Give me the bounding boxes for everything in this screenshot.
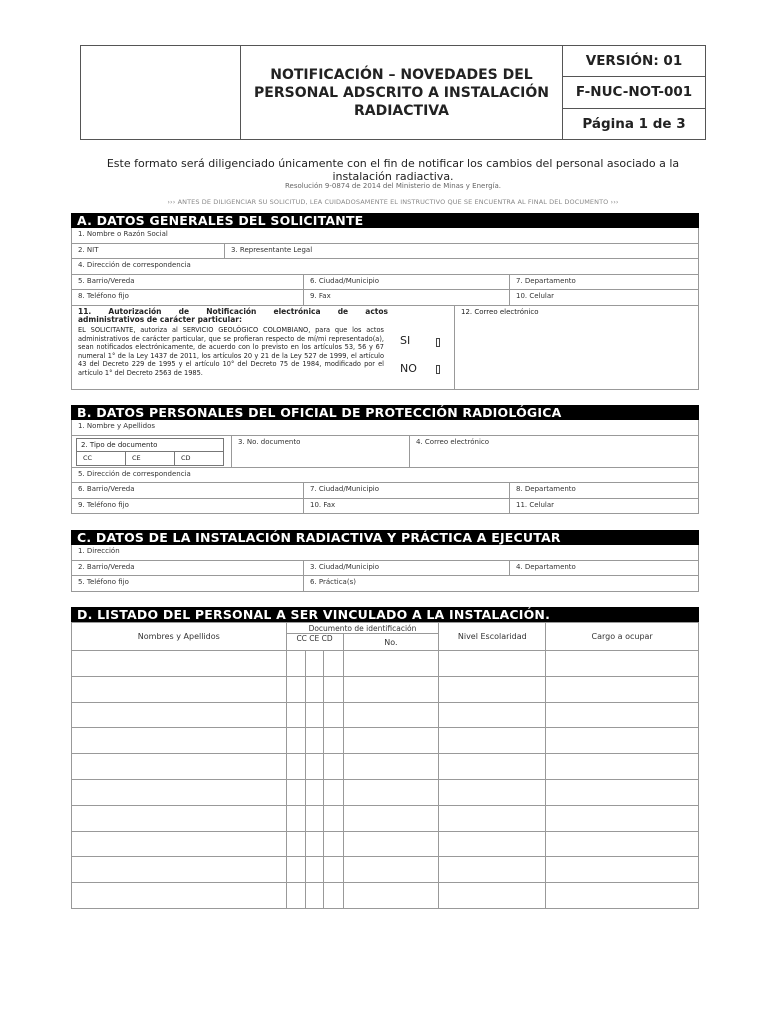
cell-level[interactable] (439, 676, 546, 702)
field-phone[interactable]: 8. Teléfono fijo (72, 290, 304, 305)
cell-cd[interactable] (323, 779, 343, 805)
cell-level[interactable] (439, 831, 546, 857)
cell-cc[interactable] (286, 754, 305, 780)
row-b3 (71, 468, 699, 484)
field-company-name[interactable]: 1. Nombre o Razón Social (78, 230, 168, 238)
cell-level[interactable] (439, 754, 546, 780)
cell-names[interactable] (72, 651, 287, 677)
field-nit[interactable]: 2. NIT (72, 244, 225, 259)
field-email-a[interactable]: 12. Correo electrónico (454, 306, 698, 389)
personnel-table (71, 622, 699, 909)
field-installation-department[interactable]: 4. Departamento (516, 562, 576, 571)
cell-level[interactable] (439, 883, 546, 909)
cell-cd[interactable] (323, 883, 343, 909)
cell-number[interactable] (343, 702, 439, 728)
row-c3 (71, 576, 699, 592)
section-c (71, 530, 699, 592)
cell-ce[interactable] (305, 754, 323, 780)
section-a (71, 213, 699, 390)
cell-ce[interactable] (305, 805, 323, 831)
doc-type-cd[interactable]: CD (181, 453, 191, 462)
option-yes-checkbox[interactable] (436, 338, 440, 347)
field-installation-address[interactable]: 1. Dirección (78, 547, 120, 555)
col-header-doc-types: CC CE CD (286, 634, 343, 651)
authorization-block (72, 306, 454, 389)
section-b (71, 405, 699, 514)
cell-cd[interactable] (323, 805, 343, 831)
section-d-title: D. LISTADO DEL PERSONAL A SER VINCULADO A LA INSTALACIÓN. (71, 607, 699, 622)
cell-names[interactable] (72, 857, 287, 883)
logo-area (81, 46, 241, 139)
field-practices[interactable]: 6. Práctica(s) (310, 578, 356, 587)
cell-number[interactable] (343, 651, 439, 677)
cell-level[interactable] (439, 805, 546, 831)
cell-names[interactable] (72, 805, 287, 831)
field-city[interactable]: 6. Ciudad/Municipio (304, 275, 510, 290)
cell-ce[interactable] (305, 831, 323, 857)
field-officer-neighborhood[interactable]: 6. Barrio/Vereda (72, 483, 304, 498)
cell-level[interactable] (439, 651, 546, 677)
row-b2 (71, 436, 699, 468)
doc-type-label: 2. Tipo de documento (77, 439, 223, 452)
cell-role[interactable] (546, 676, 699, 702)
field-doc-number[interactable]: 3. No. documento (232, 436, 410, 467)
cell-role[interactable] (546, 702, 699, 728)
cell-number[interactable] (343, 676, 439, 702)
cell-number[interactable] (343, 831, 439, 857)
cell-ce[interactable] (305, 857, 323, 883)
field-fax[interactable]: 9. Fax (304, 290, 510, 305)
field-department[interactable]: 7. Departamento (516, 276, 576, 285)
doc-type-ce[interactable]: CE (126, 452, 175, 465)
cell-names[interactable] (72, 702, 287, 728)
cell-number[interactable] (343, 728, 439, 754)
doc-type-box (76, 438, 224, 466)
cell-level[interactable] (439, 857, 546, 883)
intro-purpose: Este formato será diligenciado únicamente con el fin de notificar los cambios del personal asociado a la instalación radiactiva. (106, 157, 680, 183)
row-a3 (71, 259, 699, 275)
cell-number[interactable] (343, 754, 439, 780)
row-b4 (71, 483, 699, 499)
option-yes-label: SI (400, 333, 411, 347)
table-row (72, 702, 699, 728)
cell-names[interactable] (72, 883, 287, 909)
table-row (72, 805, 699, 831)
table-row (72, 857, 699, 883)
col-header-document: Documento de identificación (286, 623, 439, 634)
field-legal-rep[interactable]: 3. Representante Legal (231, 245, 313, 254)
cell-ce[interactable] (305, 728, 323, 754)
field-officer-email[interactable]: 4. Correo electrónico (416, 437, 490, 446)
col-header-names: Nombres y Apellidos (72, 623, 287, 651)
cell-cc[interactable] (286, 831, 305, 857)
cell-level[interactable] (439, 702, 546, 728)
field-installation-city[interactable]: 3. Ciudad/Municipio (304, 561, 510, 576)
cell-cc[interactable] (286, 702, 305, 728)
cell-role[interactable] (546, 754, 699, 780)
field-address[interactable]: 4. Dirección de correspondencia (78, 261, 191, 270)
cell-role[interactable] (546, 728, 699, 754)
cell-cc[interactable] (286, 805, 305, 831)
cell-cc[interactable] (286, 857, 305, 883)
doc-type-cc[interactable]: CC (77, 452, 126, 465)
option-no-label: NO (400, 361, 417, 375)
field-neighborhood[interactable]: 5. Barrio/Vereda (72, 275, 304, 290)
form-title: NOTIFICACIÓN – NOVEDADES DEL PERSONAL ADSCRITO A INSTALACIÓN RADIACTIVA (241, 46, 563, 139)
cell-role[interactable] (546, 831, 699, 857)
field-officer-fax[interactable]: 10. Fax (304, 499, 510, 514)
field-installation-phone[interactable]: 5. Teléfono fijo (72, 576, 304, 591)
cell-cd[interactable] (323, 651, 343, 677)
intro-resolution: Resolución 9-0874 de 2014 del Ministerio de Minas y Energía. (284, 182, 501, 190)
cell-ce[interactable] (305, 702, 323, 728)
field-officer-name[interactable]: 1. Nombre y Apellidos (78, 422, 156, 430)
field-officer-phone[interactable]: 9. Teléfono fijo (72, 499, 304, 514)
row-b5 (71, 499, 699, 515)
cell-cd[interactable] (323, 702, 343, 728)
row-a1 (71, 228, 699, 244)
section-c-title: C. DATOS DE LA INSTALACIÓN RADIACTIVA Y PRÁCTICA A EJECUTAR (71, 530, 699, 545)
field-mobile[interactable]: 10. Celular (516, 292, 555, 301)
cell-role[interactable] (546, 883, 699, 909)
cell-role[interactable] (546, 779, 699, 805)
cell-number[interactable] (343, 883, 439, 909)
cell-number[interactable] (343, 779, 439, 805)
section-a-title: A. DATOS GENERALES DEL SOLICITANTE (71, 213, 699, 228)
col-header-level: Nivel Escolaridad (439, 623, 546, 651)
row-a4 (71, 275, 699, 291)
cell-role[interactable] (546, 651, 699, 677)
cell-cc[interactable] (286, 779, 305, 805)
section-d (71, 607, 699, 909)
col-header-role: Cargo a ocupar (546, 623, 699, 651)
table-row (72, 883, 699, 909)
cell-role[interactable] (546, 857, 699, 883)
table-row (72, 754, 699, 780)
cell-names[interactable] (72, 754, 287, 780)
form-meta (563, 46, 705, 139)
field-doc-type (72, 436, 232, 467)
cell-cd[interactable] (323, 754, 343, 780)
option-no-checkbox[interactable] (436, 365, 440, 374)
cell-names[interactable] (72, 831, 287, 857)
field-officer-address[interactable]: 5. Dirección de correspondencia (78, 469, 191, 478)
row-a-authorization (71, 306, 699, 390)
row-c1 (71, 545, 699, 561)
cell-cc[interactable] (286, 883, 305, 909)
cell-ce[interactable] (305, 883, 323, 909)
form-code: F-NUC-NOT-001 (563, 77, 705, 108)
cell-names[interactable] (72, 779, 287, 805)
section-b-title: B. DATOS PERSONALES DEL OFICIAL DE PROTECCIÓN RADIOLÓGICA (71, 405, 699, 420)
cell-names[interactable] (72, 728, 287, 754)
field-officer-department[interactable]: 8. Departamento (516, 485, 576, 494)
row-c2 (71, 561, 699, 577)
cell-number[interactable] (343, 857, 439, 883)
authorization-title-b: administrativos de carácter particular: (78, 315, 242, 325)
cell-cc[interactable] (286, 651, 305, 677)
authorization-title-a: 11. Autorización de Notificación electrónica de actos (78, 306, 388, 316)
doc-type-options (77, 452, 223, 465)
cell-cd[interactable] (323, 728, 343, 754)
cell-level[interactable] (439, 779, 546, 805)
version-label: VERSIÓN: 01 (563, 46, 705, 77)
cell-ce[interactable] (305, 676, 323, 702)
table-row (72, 831, 699, 857)
cell-names[interactable] (72, 676, 287, 702)
table-row (72, 676, 699, 702)
authorization-text: EL SOLICITANTE, autoriza al SERVICIO GEOLÓGICO COLOMBIANO, para que los actos administrativos de carácter particular, que se profieran respecto de mí/mi representado(a), sean notificados electrónicamente, de acuerdo con lo previsto en los artículos 53, 56 y 67 numeral 1° de la Ley 1437 de 2011, los artículos 20 y 21 de la Ley 527 de 1999, el artículo 43 del Decreto 229 de 1995 y el artículo 10° del Decreto 75 de 1984, modificado por el artículo 1° del Decreto 2563 de 1985. (78, 325, 384, 377)
cell-cd[interactable] (323, 831, 343, 857)
col-header-doc-number: No. (343, 634, 439, 651)
row-a5 (71, 290, 699, 306)
page-number: Página 1 de 3 (582, 115, 686, 132)
form-header (80, 45, 706, 140)
row-b1 (71, 420, 699, 436)
cell-cd[interactable] (323, 857, 343, 883)
cell-cc[interactable] (286, 676, 305, 702)
cell-ce[interactable] (305, 779, 323, 805)
table-row (72, 728, 699, 754)
cell-ce[interactable] (305, 651, 323, 677)
table-row (72, 651, 699, 677)
table-row (72, 779, 699, 805)
field-installation-neighborhood[interactable]: 2. Barrio/Vereda (72, 561, 304, 576)
cell-role[interactable] (546, 805, 699, 831)
field-officer-mobile[interactable]: 11. Celular (516, 500, 555, 509)
cell-level[interactable] (439, 728, 546, 754)
cell-cc[interactable] (286, 728, 305, 754)
cell-cd[interactable] (323, 676, 343, 702)
intro-warning: ››› ANTES DE DILIGENCIAR SU SOLICITUD, LEA CUIDADOSAMENTE EL INSTRUCTIVO QUE SE ENCUENTRA AL FINAL DEL DOCUMENTO ››› (167, 198, 619, 206)
row-a2 (71, 244, 699, 260)
field-officer-city[interactable]: 7. Ciudad/Municipio (304, 483, 510, 498)
cell-number[interactable] (343, 805, 439, 831)
